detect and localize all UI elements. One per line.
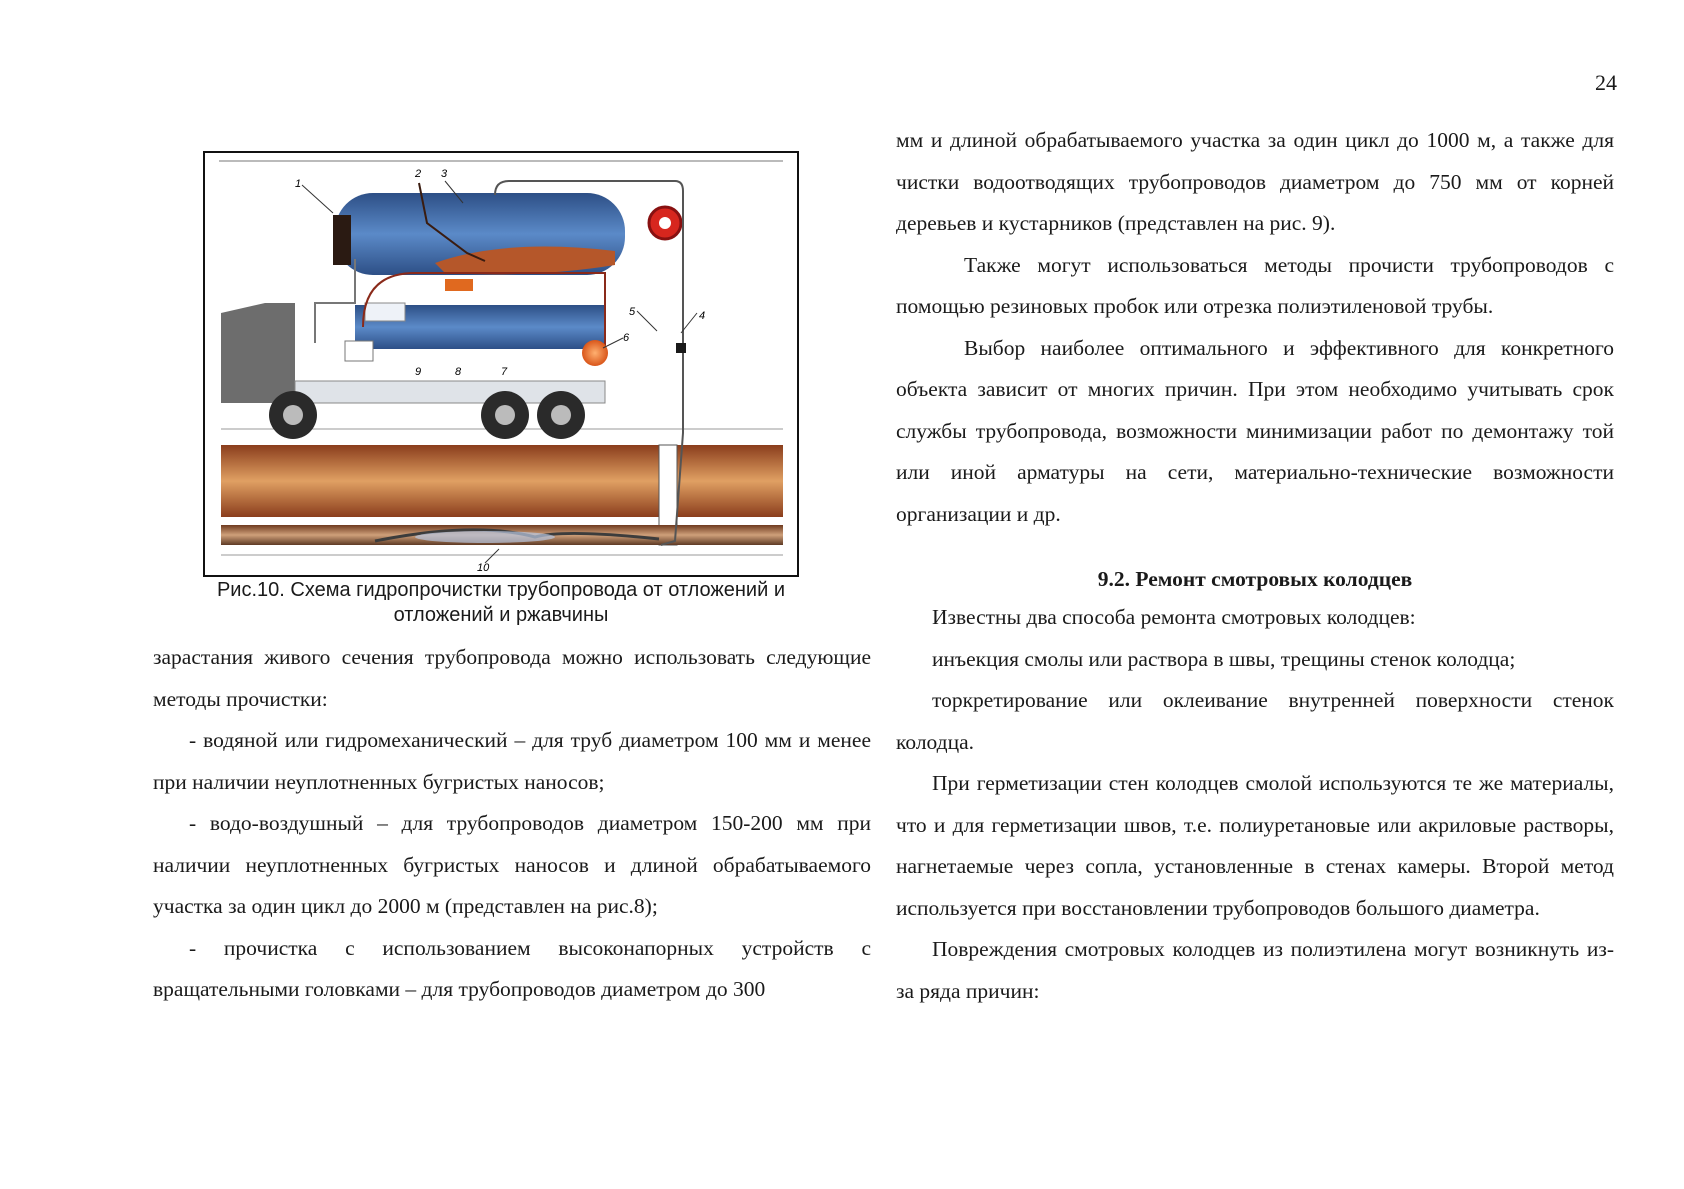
callout-9: 9	[415, 366, 422, 378]
ground-layer-left	[221, 445, 661, 517]
component-4	[676, 343, 686, 353]
section-heading: 9.2. Ремонт смотровых колодцев	[1097, 567, 1413, 591]
pump-6	[582, 340, 608, 366]
right-paragraph-2: Также могут использоваться методы прочисти трубопроводов с помощью резиновых пробок или отрезка полиэтиленовой трубы.	[896, 252, 1614, 318]
callout-5: 5	[629, 306, 636, 318]
ground-layer-right	[675, 445, 783, 517]
truck-hub-rear2	[551, 405, 571, 425]
right-paragraph-3: Выбор наиболее оптимального и эффективного для конкретного объекта зависит от многих причин. При этом необходимо учитывать срок службы трубопровода, возможности минимизации работ по демонтажу той или иной арматуры на сети, материально-технические возможности организации и др.	[896, 335, 1614, 526]
callout-4: 4	[699, 310, 706, 322]
left-paragraph-3: - водо-воздушный – для трубопроводов диаметром 150-200 мм при наличии неуплотненных бугристых наносов и длиной обрабатываемого участка за один цикл до 2000 м (представлен на рис.8);	[153, 811, 871, 918]
component-9	[345, 341, 373, 361]
callout-1: 1	[295, 178, 302, 190]
water-jet	[415, 531, 555, 543]
page-number: 24	[1595, 70, 1617, 95]
right-column	[896, 120, 1614, 1012]
component-8	[445, 279, 473, 291]
truck-hub-front	[283, 405, 303, 425]
figure-caption-line1: Рис.10. Схема гидропрочистки трубопровода от отложений и	[216, 579, 786, 601]
callout-7: 7	[501, 366, 508, 378]
callout-line-1	[302, 185, 333, 213]
right-paragraph-7: При герметизации стен колодцев смолой используются те же материалы, что и для герметизации швов, т.е. полиуретановые или акриловые растворы, нагнетаемые через сопла, установленные в стенах камеры. Второй метод используется при восстановлении трубопроводов большого диаметра.	[896, 771, 1614, 920]
truck-hub-rear1	[495, 405, 515, 425]
callout-8: 8	[455, 366, 462, 378]
callout-line-5	[637, 311, 657, 331]
figure-caption-line2: отложений и ржавчины	[393, 604, 609, 626]
truck-cab	[221, 303, 295, 403]
callout-2: 2	[415, 168, 422, 180]
figure-caption	[203, 578, 799, 628]
right-paragraph-6: торкретирование или оклеивание внутренней поверхности стенок колодца.	[896, 688, 1614, 754]
callout-3: 3	[441, 168, 448, 180]
tank-hatch	[365, 303, 405, 321]
hose-reel-hub	[659, 217, 671, 229]
callout-10: 10	[477, 562, 490, 574]
left-paragraph-1: зарастания живого сечения трубопровода можно использовать следующие методы прочистки:	[153, 645, 871, 711]
left-paragraph-4: - прочистка с использованием высоконапорных устройств с вращательными головками – для трубопроводов диаметром до 300	[153, 935, 871, 1001]
right-paragraph-8: Повреждения смотровых колодцев из полиэтилена могут возникнуть из-за ряда причин:	[896, 937, 1614, 1003]
right-paragraph-4: Известны два способа ремонта смотровых колодцев:	[932, 605, 1416, 629]
right-paragraph-1: мм и длиной обрабатываемого участка за один цикл до 1000 м, а также для чистки водоотводящих трубопроводов диаметром до 750 мм от корней деревьев и кустарников (представлен на рис. 9).	[896, 128, 1614, 235]
left-column	[153, 637, 871, 1011]
pipe-to-component-9	[315, 259, 355, 343]
left-paragraph-2: - водяной или гидромеханический – для труб диаметром 100 мм и менее при наличии неуплотненных бугристых наносов;	[153, 728, 871, 794]
component-1	[333, 215, 351, 265]
right-paragraph-5: инъекция смолы или раствора в швы, трещины стенок колодца;	[932, 646, 1516, 671]
callout-6: 6	[623, 332, 630, 344]
figure-hydro-cleaning-diagram	[203, 151, 799, 577]
diagram-svg	[205, 153, 797, 575]
